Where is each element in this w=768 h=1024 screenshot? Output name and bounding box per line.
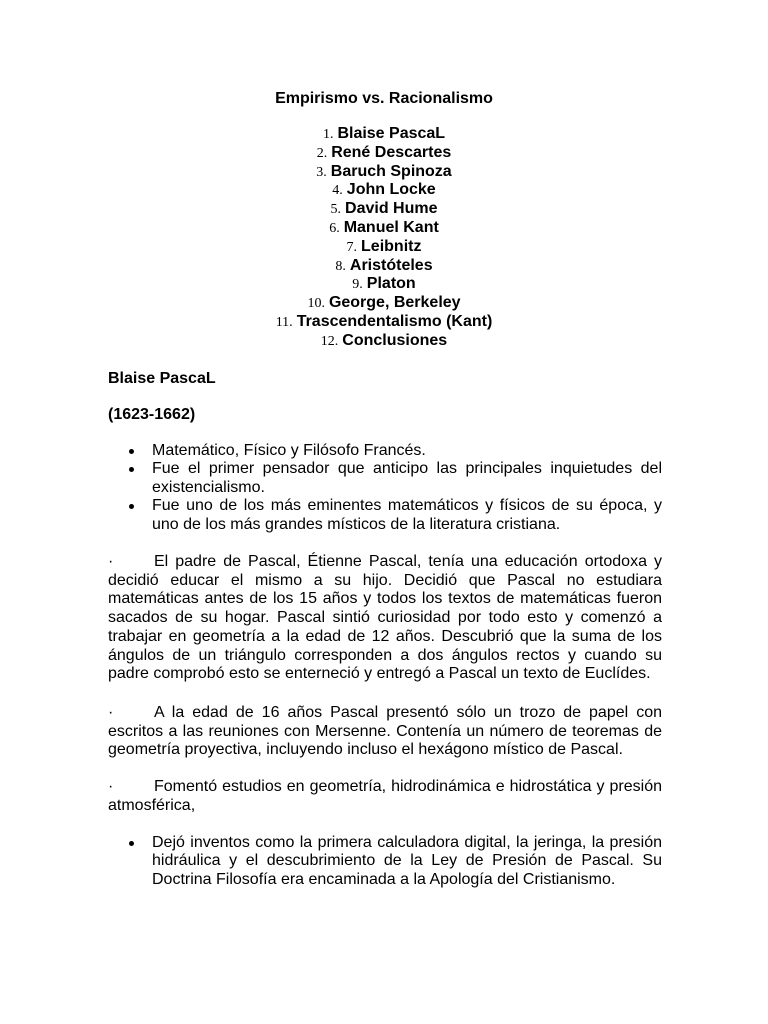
- list-item: [108, 497, 662, 534]
- paragraph-marker: ·: [108, 553, 114, 570]
- toc-number: 9.: [352, 277, 363, 293]
- paragraph: [108, 704, 662, 760]
- toc-item: [0, 144, 768, 163]
- toc-item: [0, 275, 768, 294]
- bullet-icon: [129, 841, 134, 846]
- toc-label: Leibnitz: [361, 237, 422, 255]
- toc-item: [0, 181, 768, 200]
- list-item: [108, 442, 662, 460]
- toc-label: Trascendentalismo (Kant): [296, 312, 493, 330]
- toc-number: 3.: [316, 164, 327, 180]
- paragraph-text: A la edad de 16 años Pascal presentó sólo un trozo de papel con escritos a las reuniones con Mersenne. Contenía un número de teoremas de geometría proyectiva, incluyendo incluso el hexágono místico de Pascal.: [108, 704, 662, 759]
- list-item-text: Dejó inventos como la primera calculadora digital, la jeringa, la presión hidráulica y el descubrimiento de la Ley de Presión de Pascal. Su Doctrina Filosofía era encaminada a la Apología del Cristianismo.: [152, 834, 662, 888]
- toc-number: 5.: [330, 202, 342, 218]
- toc-label: Conclusiones: [342, 331, 448, 349]
- toc-item: [0, 125, 768, 144]
- list-item-text: Matemático, Físico y Filósofo Francés.: [152, 442, 426, 459]
- list-item: [108, 460, 662, 497]
- toc-item: [0, 257, 768, 276]
- list-item-text: Fue uno de los más eminentes matemáticos y físicos de su época, y uno de los más grandes místicos de la literatura cristiana.: [152, 497, 662, 533]
- list-item: [108, 834, 662, 889]
- toc-label: Blaise PascaL: [337, 125, 446, 142]
- toc-label: Manuel Kant: [343, 218, 439, 236]
- toc-number: 10.: [307, 296, 325, 312]
- bullet-icon: [129, 467, 134, 472]
- toc-number: 2.: [316, 145, 328, 161]
- toc-label: Aristóteles: [349, 256, 433, 274]
- section-heading: Blaise PascaL: [108, 370, 216, 387]
- toc-label: George, Berkeley: [328, 294, 461, 312]
- bullet-icon: [129, 449, 134, 454]
- toc-item: [0, 163, 768, 182]
- paragraph: [108, 778, 662, 815]
- paragraph-text: Fomentó estudios en geometría, hidrodinámica e hidrostática y presión atmosférica,: [108, 778, 662, 814]
- toc-label: Platon: [366, 275, 416, 293]
- toc-number: 1.: [322, 127, 334, 142]
- toc-item: [0, 332, 768, 351]
- toc-label: David Hume: [345, 200, 438, 218]
- table-of-contents: [0, 125, 768, 351]
- toc-label: Baruch Spinoza: [330, 162, 452, 180]
- list-item-text: Fue el primer pensador que anticipo las principales inquietudes del existencialismo.: [152, 460, 662, 496]
- toc-label: René Descartes: [331, 143, 452, 161]
- toc-number: 11.: [275, 314, 293, 330]
- toc-label: John Locke: [346, 181, 436, 199]
- paragraph: [108, 553, 662, 684]
- document-title: Empirismo vs. Racionalismo: [275, 90, 493, 107]
- toc-number: 7.: [346, 239, 358, 255]
- section-dates: (1623-1662): [108, 406, 196, 423]
- toc-number: 8.: [335, 258, 346, 274]
- paragraph-text: El padre de Pascal, Étienne Pascal, tenía una educación ortodoxa y decidió educar el mismo a su hijo. Decidió que Pascal no estudiara matemáticas antes de los 15 años y todos los textos de matemáticas fueron sacados de su hogar. Pascal sintió curiosidad por todo esto y comenzó a trabajar en geometría a la edad de 12 años. Descubrió que la suma de los ángulos de un triángulo corresponden a dos ángulos rectos y cuando su padre comprobó esto se enterneció y entregó a Pascal un texto de Euclídes.: [108, 553, 662, 683]
- bullet-list: [108, 442, 662, 534]
- bullet-list: [108, 834, 662, 889]
- toc-item: [0, 200, 768, 219]
- toc-number: 6.: [329, 220, 340, 236]
- toc-number: 12.: [320, 333, 339, 349]
- toc-item: [0, 219, 768, 238]
- paragraph-marker: ·: [108, 704, 114, 721]
- toc-item: [0, 294, 768, 313]
- toc-item: [0, 313, 768, 332]
- bullet-icon: [129, 504, 134, 509]
- toc-number: 4.: [332, 183, 343, 199]
- toc-item: [0, 238, 768, 257]
- paragraph-marker: ·: [108, 778, 114, 795]
